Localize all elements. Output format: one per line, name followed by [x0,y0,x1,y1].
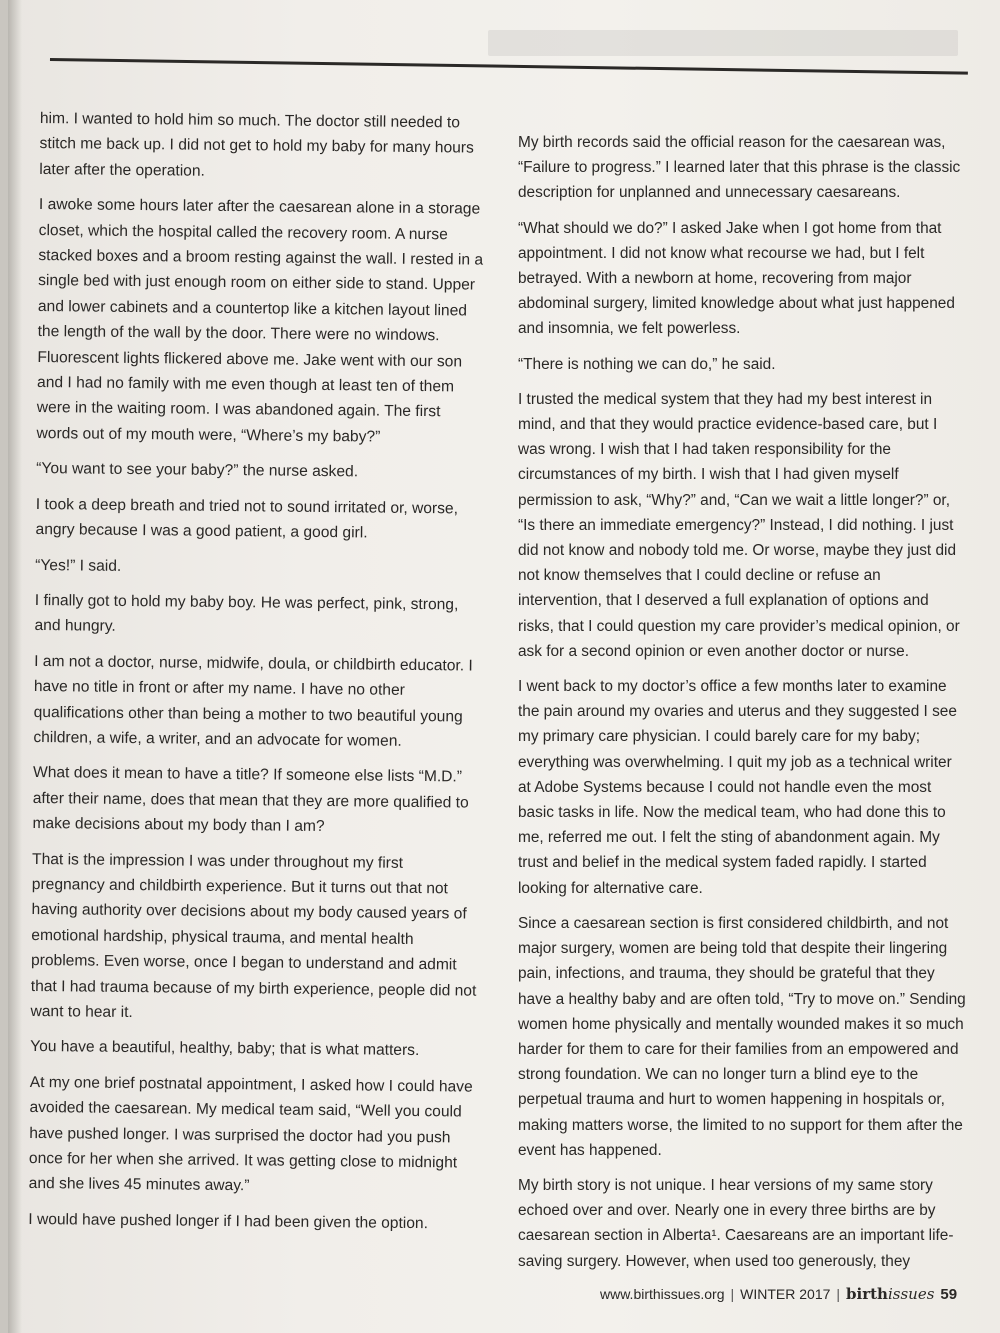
header-rule [50,58,968,75]
left-paragraph-1: him. I wanted to hold him so much. The doctor still needed to stitch me back up. I did not get to hold my baby for many hours later after the operation. [39,109,474,180]
footer-brand [846,1285,934,1303]
left-paragraph-10: You have a beautiful, healthy, baby; that is what matters. [30,1038,420,1060]
right-paragraph-4: I trusted the medical system that they had my best interest in mind, and that they would practice evidence-based care, but I was wrong. I wish that I had taken responsibility for the circumstances of my birth. I wish that I had given myself permission to ask, “Why?” and, “Can we wait a little longer?” or, “Is there an immediate emergency?” Instead, I did nothing. I just did not know and nobody told me. Or worse, maybe they just did not know themselves that I could decline or refuse an intervention, that I deserved a full explanation of options and risks, that I could question my care provider’s medical opinion, or ask for a second opinion or even another doctor or nurse. [518,390,960,660]
left-paragraph-9: That is the impression I was under throughout my first pregnancy and childbirth experience. But it turns out that not having authority over decisions about my body caused years of emotional hardship, physical trauma, and mental health problems. Even worse, once I began to understand and admit that I had trauma because of my birth experience, people did not want to hear it. [30,850,477,1022]
right-paragraph-5: I went back to my doctor’s office a few months later to examine the pain around my ovaries and uterus and they suggested I see my primary care physician. I could barely care for my baby; everything was overwhelming. I quit my job as a technical writer at Adobe Systems because I could not handle even the most basic tasks in life. Now the medical team, who had done this to me, referred me out. I felt the sting of abandonment again. My trust and belief in the medical system faded rapidly. I started looking for alternative care. [518,678,957,897]
left-paragraph-12: I would have pushed longer if I had been given the option. [28,1210,429,1232]
left-paragraph-6: I finally got to hold my baby boy. He was perfect, pink, strong, and hungry. [34,591,459,636]
footer-page-number: 59 [940,1286,958,1303]
right-column [518,130,968,1284]
left-paragraph-7: I am not a doctor, nurse, midwife, doula, or childbirth educator. I have no title in front or after my name. I have no other qualifications other than being a mother to two beautiful young children, a wife, a writer, and an advocate for women. [33,652,473,750]
right-paragraph-7: My birth story is not unique. I hear versions of my same story echoed over and over. Nearly one in every three births are by caesarean section in Alberta¹. Caesareans are an important life-saving surgery. However, when used too generously, they [518,1176,954,1270]
footer-separator: | [730,1286,735,1302]
left-paragraph-2: I awoke some hours later after the caesarean alone in a storage closet, which the hospital called the recovery room. A nurse stacked boxes and a broom resting against the wall. I rested in a single bed with just enough room on either side to stand. Upper and lower cabinets and a countertop like a kitchen layout lined the length of the wall by the door. There were no windows. Fluorescent lights flickered above me. Jake went with our son and I had no family with me even though at least ten of them were in the waiting room. I was abandoned again. The first words out of my mouth were, “Where’s my baby?” [36,196,484,446]
footer-brand-rest: issues [887,1285,935,1303]
page-footer [600,1285,970,1303]
footer-separator: | [836,1286,841,1302]
right-paragraph-2: “What should we do?” I asked Jake when I got home from that appointment. I did not know what recourse we had, but I felt betrayed. With a newborn at home, recovering from major abdominal surgery, limited knowledge about what just happened and insomnia, we felt powerless. [518,219,955,338]
footer-website: www.birthissues.org [600,1286,725,1302]
left-paragraph-3: “You want to see your baby?” the nurse asked. [36,460,359,481]
footer-issue: WINTER 2017 [740,1286,831,1302]
magazine-page [8,0,1000,1333]
footer-brand-bold: birth [846,1285,888,1303]
right-paragraph-3: “There is nothing we can do,” he said. [518,355,776,373]
header-bleedthrough [488,30,958,56]
left-paragraph-4: I took a deep breath and tried not to sound irritated or, worse, angry because I was a good patient, a good girl. [35,495,459,542]
left-column [28,106,488,1247]
left-paragraph-5: “Yes!” I said. [35,556,122,575]
left-paragraph-8: What does it mean to have a title? If someone else lists “M.D.” after their name, does that mean that they are more qualified to make decisions about my body than I am? [32,764,469,836]
right-paragraph-1: My birth records said the official reason for the caesarean was, “Failure to progress.” I learned later that this phrase is the classic description for unplanned and unnecessary caesareans. [518,134,961,202]
page-gutter-shadow [8,0,22,1333]
right-paragraph-6: Since a caesarean section is first considered childbirth, and not major surgery, women are being told that despite their lingering pain, infections, and trauma, they should be grateful that they have a healthy baby and are often told, “Try to move on.” Sending women home physically and mentally wounded makes it so much harder for them to care for their families from an empowered and strong foundation. We can no longer turn a blind eye to the perpetual trauma and hurt to women happening in hospitals or, making matters worse, the limited to no support for them after the event has happened. [518,914,966,1159]
left-paragraph-11: At my one brief postnatal appointment, I asked how I could have avoided the caesarean. My medical team said, “Well you could have pushed longer. I was surprised the doctor had you push once for her when she arrived. It was getting close to midnight and she lives 45 minutes away.” [28,1073,473,1195]
